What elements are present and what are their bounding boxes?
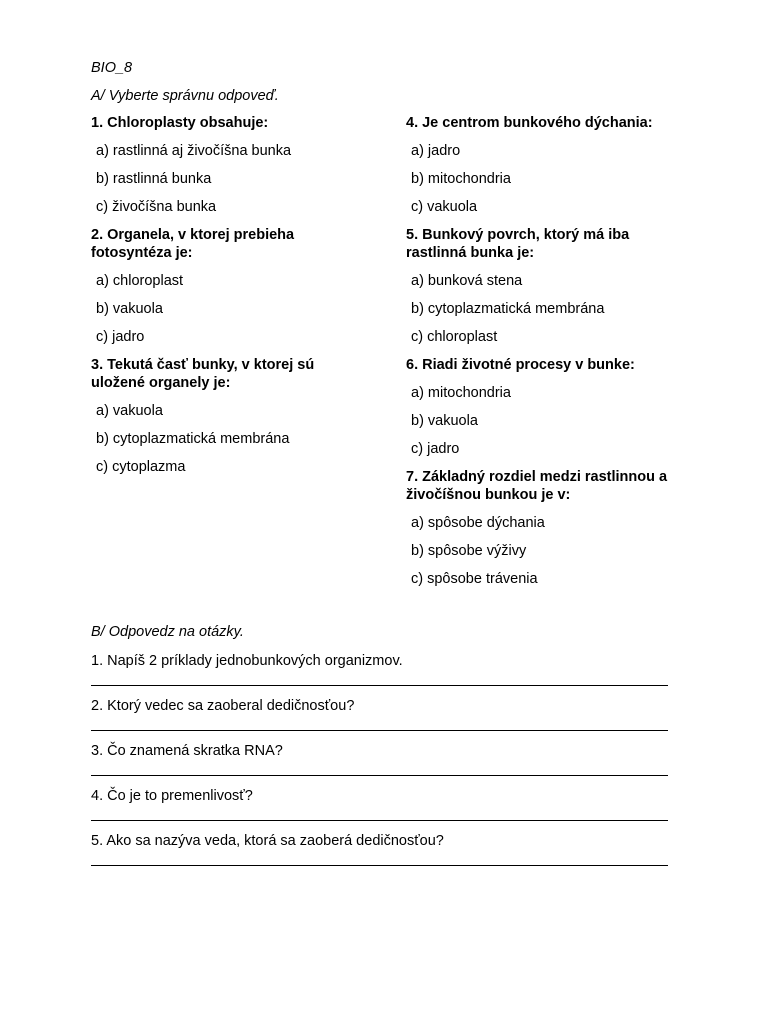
question-title: 5. Bunkový povrch, ktorý má iba rastlinná bunka je: [406,227,630,261]
section-b-title: B/ Odpovedz na otázky. [91,624,244,640]
question-title: 3. Tekutá časť bunky, v ktorej sú uložené organely je: [91,357,315,391]
worksheet-code: BIO_8 [91,60,133,76]
open-question-4 [91,787,671,821]
question-6 [406,356,706,458]
option-c: c) jadro [411,441,460,457]
open-question-1 [91,652,671,686]
answer-line[interactable] [91,820,668,821]
option-a: a) spôsobe dýchania [411,515,545,531]
section-a-title: A/ Vyberte správnu odpoveď. [91,88,279,104]
question-3 [91,356,391,476]
option-c: c) chloroplast [411,329,498,345]
option-b: b) rastlinná bunka [96,171,212,187]
open-question-text: 2. Ktorý vedec sa zaoberal dedičnosťou? [91,698,355,714]
option-b: b) cytoplazmatická membrána [411,301,605,317]
open-question-5 [91,832,671,866]
option-a: a) vakuola [96,403,163,419]
open-question-text: 1. Napíš 2 príklady jednobunkových organizmov. [91,653,403,669]
question-title: 4. Je centrom bunkového dýchania: [406,115,653,131]
question-7 [406,468,706,588]
open-question-2 [91,697,671,731]
question-title: 1. Chloroplasty obsahuje: [91,115,269,131]
section-b [91,623,671,866]
option-c: c) spôsobe trávenia [411,571,538,587]
answer-line[interactable] [91,775,668,776]
question-4 [406,114,706,216]
option-c: c) vakuola [411,199,478,215]
option-c: c) živočíšna bunka [96,199,217,215]
option-c: c) jadro [96,329,145,345]
open-question-text: 4. Čo je to premenlivosť? [91,788,253,804]
questions-left-column [91,114,391,476]
option-a: a) bunková stena [411,273,523,289]
question-2 [91,226,391,346]
option-b: b) vakuola [96,301,163,317]
open-question-3 [91,742,671,776]
option-a: a) mitochondria [411,385,511,401]
open-question-text: 3. Čo znamená skratka RNA? [91,743,283,759]
option-a: a) jadro [411,143,461,159]
answer-line[interactable] [91,730,668,731]
option-b: b) spôsobe výživy [411,543,527,559]
answer-line[interactable] [91,685,668,686]
question-title: 7. Základný rozdiel medzi rastlinnou a živočíšnou bunkou je v: [406,469,668,503]
question-1 [91,114,391,216]
option-c: c) cytoplazma [96,459,186,475]
open-question-text: 5. Ako sa nazýva veda, ktorá sa zaoberá dedičnosťou? [91,833,444,849]
answer-line[interactable] [91,865,668,866]
question-title: 6. Riadi životné procesy v bunke: [406,357,635,373]
option-b: b) mitochondria [411,171,511,187]
option-a: a) chloroplast [96,273,184,289]
option-b: b) vakuola [411,413,478,429]
option-a: a) rastlinná aj živočíšna bunka [96,143,292,159]
questions-right-column [406,114,706,588]
question-title: 2. Organela, v ktorej prebieha fotosyntéza je: [91,227,295,261]
question-5 [406,226,706,346]
option-b: b) cytoplazmatická membrána [96,431,290,447]
